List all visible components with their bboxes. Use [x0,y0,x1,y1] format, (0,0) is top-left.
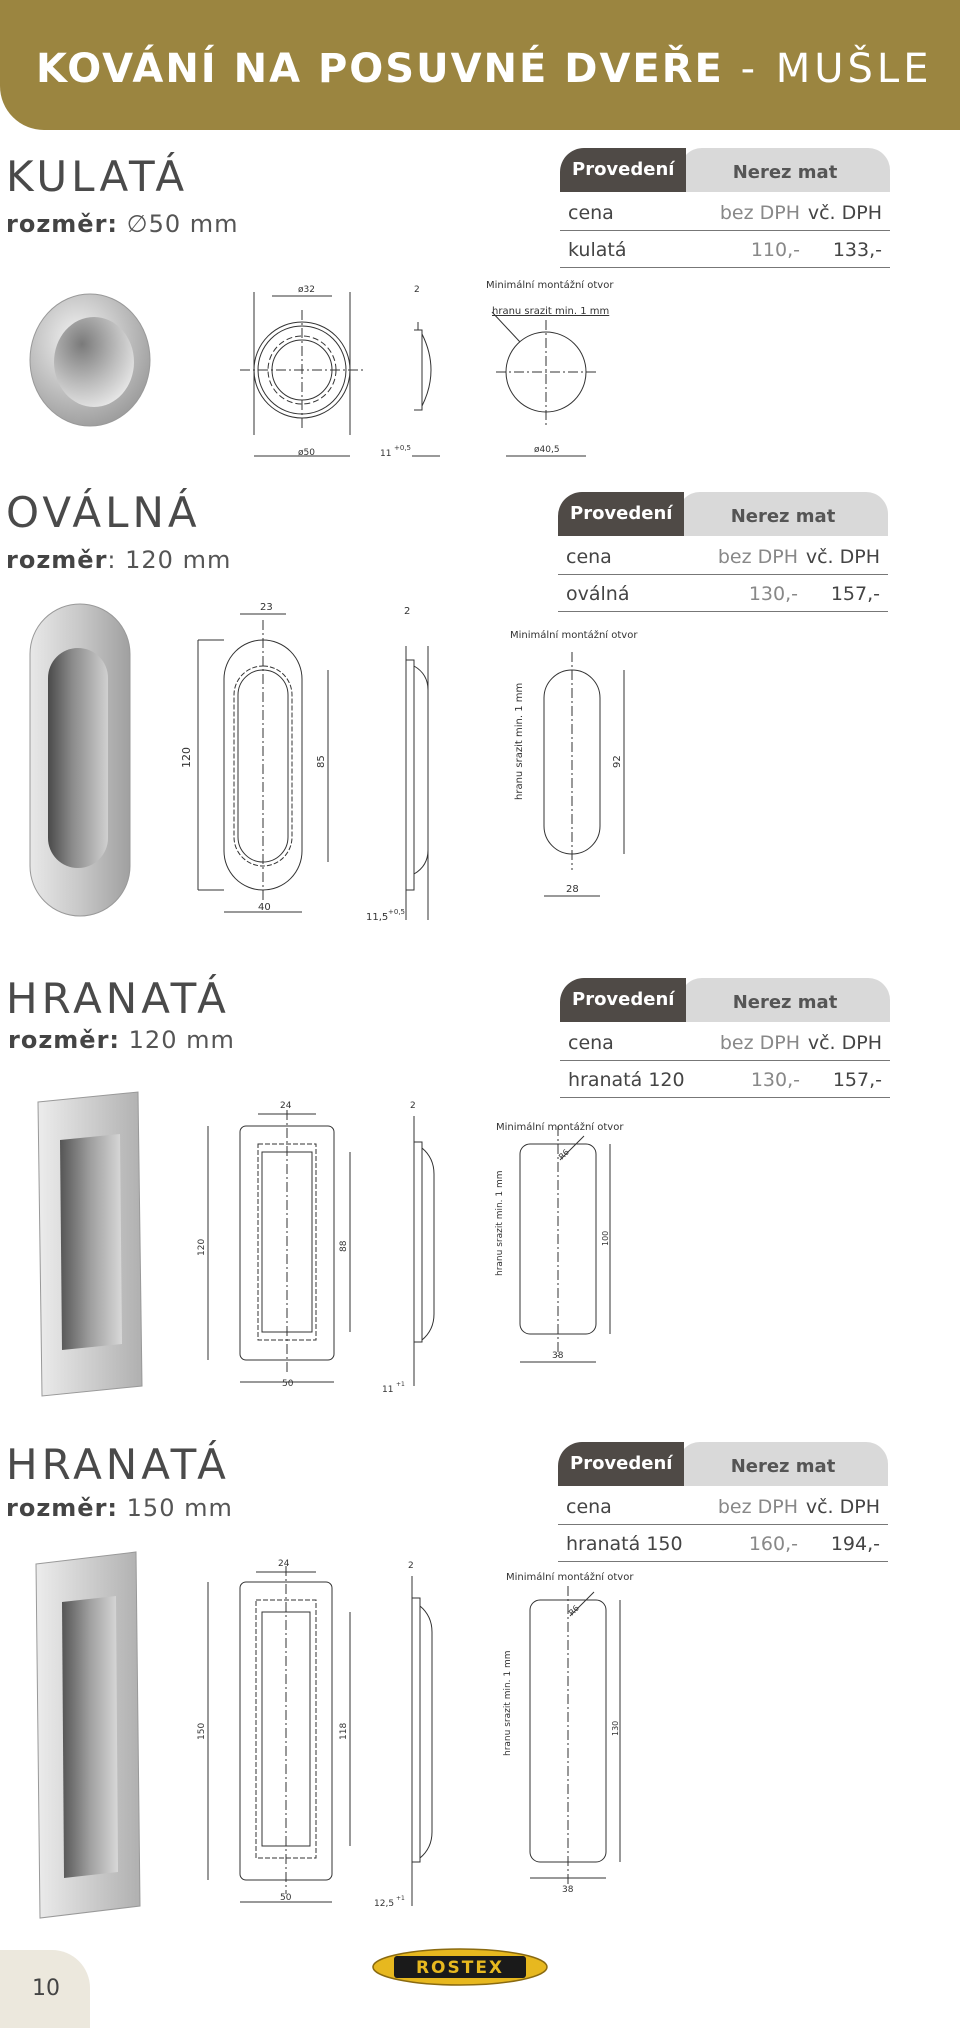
svg-text:24: 24 [280,1101,292,1111]
svg-text:130: 130 [611,1720,620,1736]
technical-drawing-hranata-120 [190,1096,660,1396]
product-photo-ovalna [26,600,136,920]
section-title-hranata-120: HRANATÁ [6,974,230,1023]
svg-text:85: 85 [316,755,327,768]
svg-text:11,5: 11,5 [366,912,389,923]
svg-text:150: 150 [197,1722,207,1740]
svg-text:92: 92 [612,755,623,768]
page-title: KOVÁNÍ NA POSUVNÉ DVEŘE - MUŠLE [36,46,933,92]
svg-text:28: 28 [566,884,579,895]
material-tab: Nerez mat [680,148,890,192]
price-row: hranatá 150 160,- 194,- [558,1525,888,1562]
svg-text:ø50: ø50 [298,448,315,458]
price-row: kulatá 110,- 133,- [560,231,890,268]
svg-text:ø32: ø32 [298,285,315,295]
price-table-hranata-150: Nerez mat Provedení cena bez DPH vč. DPH hranatá 150 160,- 194,- [558,1442,888,1562]
size-hranata-120: rozměr: 120 mm [8,1026,235,1054]
price-table-kulata: Nerez mat Provedení cena bez DPH vč. DPH kulatá 110,- 133,- [560,148,890,268]
svg-text:R6: R6 [557,1147,571,1162]
technical-drawing-ovalna [180,600,660,930]
svg-text:118: 118 [339,1722,349,1740]
svg-text:11: 11 [380,449,392,459]
svg-text:50: 50 [282,1379,294,1389]
rostex-logo [372,1948,548,1986]
provedeni-tab: Provedení [560,148,686,192]
svg-text:hranu srazit min. 1 mm: hranu srazit min. 1 mm [503,1650,513,1756]
svg-text:2: 2 [414,285,420,295]
svg-text:Minimální montážní otvor: Minimální montážní otvor [486,280,614,291]
svg-text:R6: R6 [567,1603,581,1618]
svg-text:88: 88 [339,1240,349,1252]
svg-text:24: 24 [278,1559,290,1569]
svg-text:hranu srazit min. 1 mm: hranu srazit min. 1 mm [495,1170,505,1276]
page-header [0,0,960,130]
product-photo-kulata [26,292,156,432]
svg-text:12,5: 12,5 [374,1899,395,1909]
svg-text:ROSTEX: ROSTEX [415,1958,505,1978]
section-title-hranata-150: HRANATÁ [6,1440,230,1489]
product-photo-hranata-150 [32,1550,144,1920]
size-kulata: rozměr: ∅50 mm [6,210,239,238]
section-title-ovalna: OVÁLNÁ [6,488,201,537]
svg-text:2: 2 [404,606,411,617]
svg-text:Minimální montážní otvor: Minimální montážní otvor [510,630,638,641]
svg-text:2: 2 [410,1101,416,1111]
svg-text:+0,5: +0,5 [388,908,405,916]
svg-text:+1: +1 [396,1895,405,1902]
svg-text:38: 38 [562,1885,574,1895]
svg-text:hranu srazit min. 1 mm: hranu srazit min. 1 mm [492,306,610,317]
price-table-hranata-120: Nerez mat Provedení cena bez DPH vč. DPH hranatá 120 130,- 157,- [560,978,890,1098]
svg-text:ø40,5: ø40,5 [534,445,560,455]
svg-text:100: 100 [601,1230,610,1246]
price-row: oválná 130,- 157,- [558,575,888,612]
svg-text:Minimální montážní otvor: Minimální montážní otvor [506,1572,634,1583]
technical-drawing-kulata [240,280,640,465]
size-hranata-150: rozměr: 150 mm [6,1494,233,1522]
svg-text:38: 38 [552,1351,564,1361]
product-photo-hranata-120 [34,1090,146,1400]
page-number: 10 [32,1976,60,2001]
size-ovalna: rozměr: 120 mm [6,546,232,574]
svg-text:+1: +1 [396,1381,405,1388]
section-title-kulata: KULATÁ [6,152,189,201]
svg-text:120: 120 [197,1238,207,1256]
page-number-box [0,1950,90,2028]
svg-text:+0,5: +0,5 [394,444,411,452]
svg-text:2: 2 [408,1561,414,1571]
svg-text:Minimální montážní otvor: Minimální montážní otvor [496,1122,624,1133]
price-table-ovalna: Nerez mat Provedení cena bez DPH vč. DPH oválná 130,- 157,- [558,492,888,612]
technical-drawing-hranata-150 [190,1556,660,1916]
svg-text:23: 23 [260,602,273,613]
svg-text:120: 120 [180,747,193,768]
svg-text:40: 40 [258,902,271,913]
svg-text:hranu srazit min. 1 mm: hranu srazit min. 1 mm [514,682,525,800]
price-row: hranatá 120 130,- 157,- [560,1061,890,1098]
svg-text:50: 50 [280,1893,292,1903]
svg-text:11: 11 [382,1385,394,1395]
